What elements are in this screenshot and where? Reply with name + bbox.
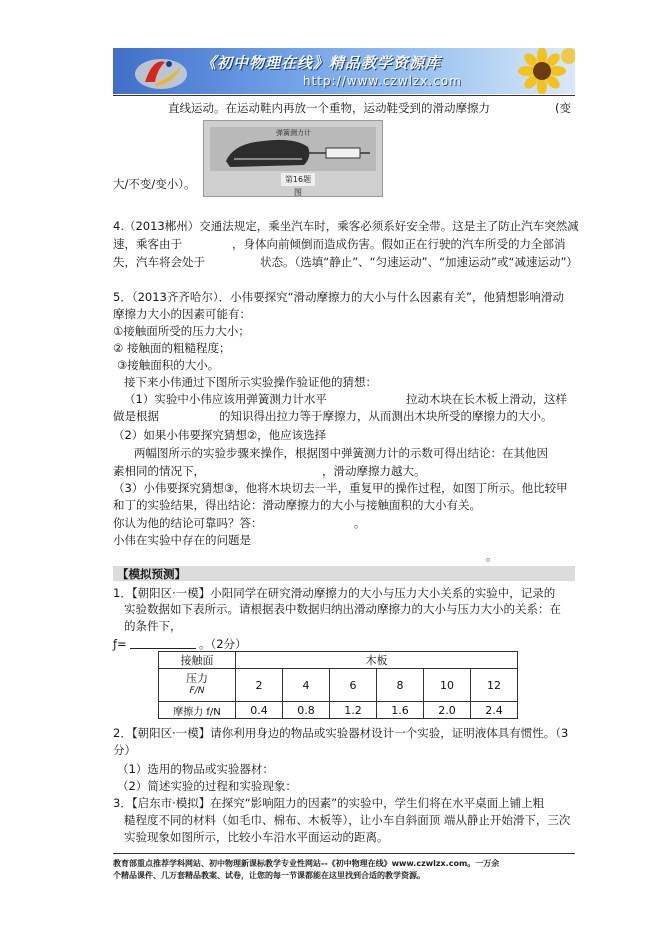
footer-line: 个精品课件、几万套精品教案、试卷，让您的每一节课都能在这里找到合适的教学资源。 <box>113 871 425 880</box>
text-line: 1．【朝阳区·一模】小阳同学在研究滑动摩擦力的大小与压力大小关系的实验中，记录的 <box>113 586 556 600</box>
text-line: ② 接触面的粗糙程度； <box>113 341 231 355</box>
table-cell <box>159 669 236 702</box>
text-line: （3）小伟要探究猜想③，他将木块切去一半，重复甲的操作过程，如图丁所示。他比较甲 <box>113 481 568 495</box>
banner-title: 《初中物理在线》精品教学资源库 <box>201 54 442 72</box>
text-line: 4.（2013郴州）交通法规定，乘坐汽车时，乘客必须系好安全带。这是主了防止汽车突然减 <box>113 219 579 233</box>
data-table <box>158 651 518 719</box>
answer-blank <box>130 648 196 649</box>
table-cell: 2.0 <box>424 702 471 719</box>
text-line: 状态。（选填“静止”、“匀速运动”、“加速运动”或“减速运动”） <box>260 255 578 269</box>
table-cell: 10 <box>424 669 471 702</box>
text-line: (变 <box>555 101 571 115</box>
text-line: （2）如果小伟要探究猜想②，他应该选择 <box>113 428 327 442</box>
table-cell: 2 <box>236 669 283 702</box>
figure-16-label: 弹簧测力计 <box>276 129 311 137</box>
text-line: 的条件下， <box>124 619 182 633</box>
text-line: 素相同的情况下， <box>113 464 205 478</box>
text-line: 大/不变/变小）。 <box>113 177 196 191</box>
text-line: 你认为他的结论可靠吗？答： <box>113 516 263 530</box>
table-cell: 1.2 <box>330 702 377 719</box>
table-cell: 2.4 <box>471 702 518 719</box>
text-line: 直线运动。在运动鞋内再放一个重物，运动鞋受到的滑动摩擦力 <box>168 101 490 115</box>
figure-16-photo <box>203 120 383 197</box>
text-line: 失，汽车将会处于 <box>113 255 205 269</box>
text-line: 摩擦力大小的因素可能有： <box>113 307 251 321</box>
text-line: ƒ= <box>113 637 127 651</box>
header-banner <box>113 48 575 94</box>
header-divider <box>113 95 575 96</box>
pressure-unit: F/N <box>189 686 205 696</box>
text-line: ①接触面所受的压力大小； <box>113 324 250 338</box>
text-line: 3．【启东市·模拟】在探究“影响阻力的因素”的实验中，学生们将在水平桌面上铺上粗 <box>113 796 545 810</box>
text-line: ③接触面积的大小。 <box>117 358 220 372</box>
text-line: 做是根据 <box>113 409 159 423</box>
text-line: 5．（2013齐齐哈尔）．小伟要探究“滑动摩擦力的大小与什么因素有关”，他猜想影响滑动 <box>113 290 564 304</box>
text-line: 实验现象如图所示，比较小车沿水平面运动的距离。 <box>124 830 389 844</box>
text-line: 接下来小伟通过下图所示实验操作验证他的猜想： <box>124 375 377 389</box>
table-cell: 接触面 <box>159 652 236 669</box>
table-cell: 木板 <box>236 652 518 669</box>
table-cell: 0.4 <box>236 702 283 719</box>
text-line: 。（2分） <box>199 637 247 651</box>
text-line: 实验数据如下表所示。请根据表中数据归纳出滑动摩擦力的大小与压力大小的关系：在 <box>124 602 561 616</box>
text-line: （2）简述实验的过程和实验现象： <box>117 779 297 793</box>
text-line: （1）实验中小伟应该用弹簧测力计水平 <box>124 392 327 406</box>
text-line: 拉动木块在长木板上滑动，这样 <box>406 392 567 406</box>
table-cell: 摩擦力 f/N <box>159 702 236 719</box>
footer-line: 教育部重点推荐学科网站、初中物理新课标教学专业性网站--《初中物理在线》www.czwlzx.com。一万余 <box>113 859 500 868</box>
text-line: ，身体向前倾倒而造成伤害。假如正在行驶的汽车所受的力全部消 <box>232 237 566 251</box>
table-cell: 6 <box>330 669 377 702</box>
text-line: 的知识得出拉力等于摩擦力，从而测出木块所受的摩擦力的大小。 <box>219 409 553 423</box>
footer-divider <box>113 853 575 854</box>
table-cell: 1.6 <box>377 702 424 719</box>
table-cell: 4 <box>283 669 330 702</box>
text-line: 。 <box>486 549 498 563</box>
table-cell: 0.8 <box>283 702 330 719</box>
text-line: 。 <box>354 516 366 530</box>
logo-icon <box>131 52 191 92</box>
section-title: 【模拟预测】 <box>117 567 186 581</box>
sunflower-icon <box>509 48 575 94</box>
pressure-label: 压力 <box>186 672 208 685</box>
banner-url[interactable]: http://www.czwlzx.com <box>303 74 462 88</box>
text-line: 和丁的实验结果，得出结论：滑动摩擦力的大小与接触面积的大小有关。 <box>113 498 481 512</box>
text-line: 2．【朝阳区·一模】请你利用身边的物品或实验器材设计一个实验，证明液体具有惯性。（3 <box>113 726 569 740</box>
table-cell: 8 <box>377 669 424 702</box>
text-line: ，滑动摩擦力越大。 <box>322 464 426 478</box>
text-line: 速，乘客由于 <box>113 237 182 251</box>
text-line: 糙程度不同的材料（如毛巾、棉布、木板等），让小车自斜面顶 端从静止开始滑下，三次 <box>124 813 571 827</box>
text-line: 小伟在实验中存在的问题是 <box>113 533 251 547</box>
text-line: 分） <box>113 743 136 757</box>
table-cell: 12 <box>471 669 518 702</box>
figure-16-caption: 第16题图 <box>281 173 315 186</box>
text-line: （1）选用的物品或实验器材： <box>117 762 274 776</box>
text-line: 两幅图所示的实验步骤来操作，根据图中弹簧测力计的示数可得出结论：在其他因 <box>134 446 548 460</box>
